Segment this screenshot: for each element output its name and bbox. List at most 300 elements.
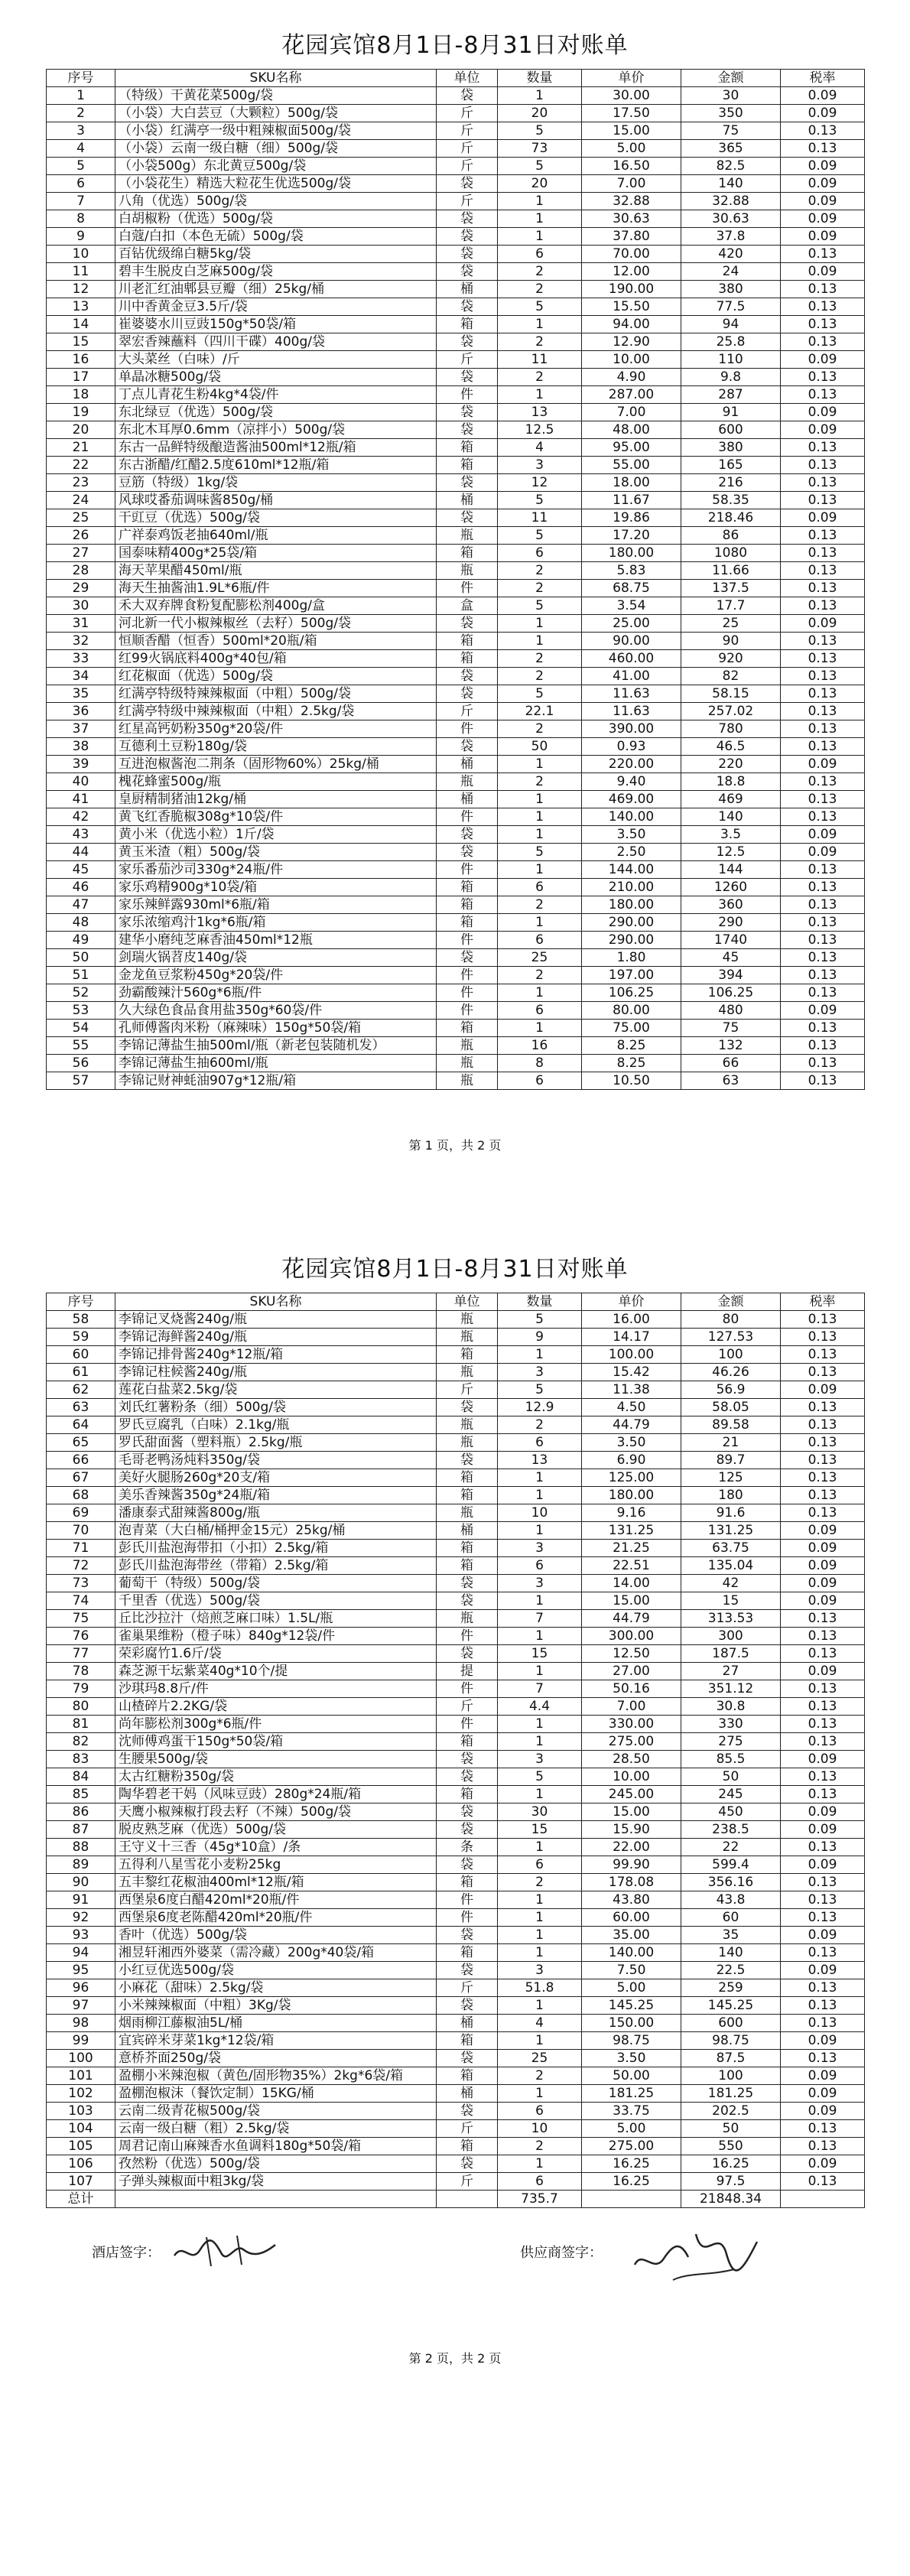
cell-tax-rate: 0.13 (781, 1716, 865, 1733)
cell-sku-name: 刘氏红薯粉条（细）500g/袋 (115, 1399, 437, 1416)
table-row (47, 1786, 865, 1804)
cell-sku-name: 海天苹果醋450ml/瓶 (115, 562, 437, 580)
cell-sku-name: 周君记南山麻辣香水鱼调料180g*50袋/箱 (115, 2138, 437, 2155)
cell-sku-name: 西堡泉6度白醋420ml*20瓶/件 (115, 1891, 437, 1909)
cell-tax-rate: 0.09 (781, 1381, 865, 1399)
cell-amount: 30.63 (681, 210, 781, 228)
cell-amount: 98.75 (681, 2032, 781, 2050)
cell-amount: 63 (681, 1072, 781, 1090)
cell-no: 100 (47, 2050, 115, 2067)
cell-tax-rate: 0.13 (781, 1469, 865, 1487)
cell-no: 10 (47, 246, 115, 263)
cell-sku-name: 红星高钙奶粉350g*20袋/件 (115, 720, 437, 738)
cell-no: 97 (47, 1997, 115, 2015)
cell-sku-name: 罗氏豆腐乳（白味）2.1kg/瓶 (115, 1416, 437, 1434)
cell-amount: 140 (681, 175, 781, 193)
table-row (47, 175, 865, 193)
cell-unit: 斤 (437, 193, 498, 210)
cell-sku-name: 东北木耳厚0.6mm（凉拌小）500g/袋 (115, 421, 437, 439)
table-row (47, 650, 865, 668)
cell-tax-rate: 0.09 (781, 1540, 865, 1557)
table-row (47, 1329, 865, 1346)
cell-no: 12 (47, 281, 115, 298)
cell-quantity: 1 (498, 1927, 582, 1944)
cell-quantity: 15 (498, 1821, 582, 1839)
cell-amount: 351.12 (681, 1680, 781, 1698)
cell-unit-price: 11.63 (582, 685, 681, 703)
cell-no: 47 (47, 896, 115, 914)
table-row (47, 1002, 865, 1020)
cell-quantity: 4 (498, 439, 582, 457)
cell-amount: 600 (681, 421, 781, 439)
table-row (47, 228, 865, 246)
table-row (47, 1072, 865, 1090)
cell-sku-name: 荣彩腐竹1.6斤/袋 (115, 1645, 437, 1663)
cell-quantity: 2 (498, 333, 582, 351)
header-sku-name: SKU名称 (115, 1293, 437, 1311)
cell-amount: 365 (681, 140, 781, 158)
cell-tax-rate: 0.09 (781, 421, 865, 439)
cell-unit-price: 390.00 (582, 720, 681, 738)
cell-sku-name: 湘昱轩湘西外婆菜（需冷藏）200g*40袋/箱 (115, 1944, 437, 1962)
cell-no: 50 (47, 949, 115, 967)
cell-tax-rate: 0.09 (781, 105, 865, 122)
cell-unit: 箱 (437, 545, 498, 562)
cell-no: 105 (47, 2138, 115, 2155)
cell-quantity: 5 (498, 597, 582, 615)
cell-unit: 袋 (437, 228, 498, 246)
cell-quantity: 3 (498, 457, 582, 474)
cell-sku-name: 久大绿色食品食用盐350g*60袋/件 (115, 1002, 437, 1020)
cell-unit-price: 17.20 (582, 527, 681, 545)
table-row (47, 1645, 865, 1663)
cell-sku-name: 剑瑞火锅苕皮140g/袋 (115, 949, 437, 967)
cell-tax-rate: 0.13 (781, 1452, 865, 1469)
table-header-row (47, 70, 865, 87)
cell-unit: 斤 (437, 1381, 498, 1399)
cell-unit: 箱 (437, 633, 498, 650)
cell-no: 1 (47, 87, 115, 105)
cell-tax-rate: 0.13 (781, 1504, 865, 1522)
cell-unit: 箱 (437, 1020, 498, 1037)
header-amount: 金额 (681, 1293, 781, 1311)
cell-no: 72 (47, 1557, 115, 1575)
page-1 (46, 31, 864, 1224)
cell-tax-rate: 0.09 (781, 826, 865, 844)
cell-sku-name: 海天生抽酱油1.9L*6瓶/件 (115, 580, 437, 597)
cell-quantity: 9 (498, 1329, 582, 1346)
table-row (47, 140, 865, 158)
cell-unit-price: 44.79 (582, 1416, 681, 1434)
cell-unit: 件 (437, 386, 498, 404)
table-row (47, 263, 865, 281)
cell-sku-name: 金龙鱼豆浆粉450g*20袋/件 (115, 967, 437, 984)
cell-unit-price: 18.00 (582, 474, 681, 492)
cell-tax-rate: 0.09 (781, 158, 865, 175)
table-row (47, 1020, 865, 1037)
cell-tax-rate: 0.13 (781, 703, 865, 720)
cell-amount: 77.5 (681, 298, 781, 316)
cell-unit: 袋 (437, 826, 498, 844)
cell-sku-name: 李锦记叉烧酱240g/瓶 (115, 1311, 437, 1329)
table-row (47, 281, 865, 298)
cell-unit-price: 145.25 (582, 1997, 681, 2015)
cell-tax-rate: 0.13 (781, 1072, 865, 1090)
cell-unit: 袋 (437, 1399, 498, 1416)
table-row (47, 685, 865, 703)
cell-tax-rate: 0.09 (781, 509, 865, 527)
cell-unit-price: 5.00 (582, 140, 681, 158)
cell-unit: 桶 (437, 2085, 498, 2103)
cell-unit-price: 7.50 (582, 1962, 681, 1979)
cell-unit-price: 469.00 (582, 791, 681, 808)
cell-no: 25 (47, 509, 115, 527)
cell-sku-name: 美好火腿肠260g*20支/箱 (115, 1469, 437, 1487)
cell-quantity: 3 (498, 1575, 582, 1592)
header-unit: 单位 (437, 70, 498, 87)
cell-amount: 58.05 (681, 1399, 781, 1416)
cell-sku-name: 川老汇红油郫县豆瓣（细）25kg/桶 (115, 281, 437, 298)
cell-tax-rate: 0.09 (781, 1962, 865, 1979)
cell-quantity: 2 (498, 668, 582, 685)
cell-no: 36 (47, 703, 115, 720)
cell-tax-rate: 0.13 (781, 1628, 865, 1645)
cell-sku-name: 家乐辣鲜露930ml*6瓶/箱 (115, 896, 437, 914)
cell-quantity: 1 (498, 861, 582, 879)
cell-amount: 27 (681, 1663, 781, 1680)
cell-amount: 50 (681, 1768, 781, 1786)
cell-unit: 箱 (437, 1786, 498, 1804)
cell-quantity: 8 (498, 1055, 582, 1072)
cell-quantity: 2 (498, 1874, 582, 1891)
cell-tax-rate: 0.13 (781, 1909, 865, 1927)
cell-sku-name: 罗氏甜面酱（塑料瓶）2.5kg/瓶 (115, 1434, 437, 1452)
cell-unit: 瓶 (437, 1329, 498, 1346)
cell-sku-name: 碧丰生脱皮白芝麻500g/袋 (115, 263, 437, 281)
cell-tax-rate: 0.13 (781, 1645, 865, 1663)
cell-unit: 件 (437, 932, 498, 949)
cell-amount: 469 (681, 791, 781, 808)
cell-quantity: 10 (498, 1504, 582, 1522)
cell-tax-rate: 0.09 (781, 351, 865, 369)
table-row (47, 1055, 865, 1072)
table-row (47, 1416, 865, 1434)
cell-sku-name: 风球哎番茄调味酱850g/桶 (115, 492, 437, 509)
cell-tax-rate: 0.13 (781, 1979, 865, 1997)
cell-tax-rate: 0.13 (781, 439, 865, 457)
table-row (47, 1522, 865, 1540)
cell-unit: 瓶 (437, 1434, 498, 1452)
cell-unit-price: 7.00 (582, 175, 681, 193)
cell-tax-rate: 0.13 (781, 492, 865, 509)
cell-amount: 100 (681, 2067, 781, 2085)
table-row (47, 439, 865, 457)
cell-unit: 袋 (437, 1751, 498, 1768)
cell-sku-name: 东古一品鲜特级酿造酱油500ml*12瓶/箱 (115, 439, 437, 457)
cell-unit-price: 10.50 (582, 1072, 681, 1090)
cell-unit-price: 90.00 (582, 633, 681, 650)
cell-no: 57 (47, 1072, 115, 1090)
cell-no: 76 (47, 1628, 115, 1645)
cell-sku-name: 红满亭特级特辣辣椒面（中粗）500g/袋 (115, 685, 437, 703)
cell-unit-price: 180.00 (582, 1487, 681, 1504)
cell-unit-price: 11.63 (582, 703, 681, 720)
cell-tax-rate: 0.09 (781, 210, 865, 228)
cell-amount: 89.7 (681, 1452, 781, 1469)
cell-unit: 斤 (437, 2120, 498, 2138)
cell-sku-name: 禾大双弃牌食粉复配膨松剂400g/盒 (115, 597, 437, 615)
statement-title: 花园宾馆8月1日-8月31日对账单 (281, 1256, 629, 1283)
cell-no: 33 (47, 650, 115, 668)
cell-no: 27 (47, 545, 115, 562)
table-row (47, 404, 865, 421)
cell-quantity: 1 (498, 87, 582, 105)
cell-unit-price: 60.00 (582, 1909, 681, 1927)
cell-unit: 袋 (437, 87, 498, 105)
cell-sku-name: 脱皮熟芝麻（优选）500g/袋 (115, 1821, 437, 1839)
cell-quantity: 1 (498, 914, 582, 932)
cell-sku-name: 河北新一代小椒辣椒丝（去籽）500g/袋 (115, 615, 437, 633)
cell-sku-name: 单晶冰糖500g/袋 (115, 369, 437, 386)
cell-unit: 件 (437, 967, 498, 984)
cell-unit-price: 0.93 (582, 738, 681, 756)
cell-no: 62 (47, 1381, 115, 1399)
cell-unit: 瓶 (437, 1311, 498, 1329)
cell-tax-rate: 0.09 (781, 1804, 865, 1821)
header-unit-price: 单价 (582, 70, 681, 87)
total-empty-cell (781, 2191, 865, 2208)
cell-tax-rate: 0.13 (781, 1399, 865, 1416)
cell-quantity: 4.4 (498, 1698, 582, 1716)
cell-unit: 箱 (437, 2067, 498, 2085)
hotel-signature-label: 酒店签字： (92, 2245, 161, 2261)
cell-tax-rate: 0.09 (781, 1522, 865, 1540)
cell-tax-rate: 0.09 (781, 1751, 865, 1768)
table-row (47, 984, 865, 1002)
cell-sku-name: （小袋）红满亭一级中粗辣椒面500g/袋 (115, 122, 437, 140)
cell-unit-price: 10.00 (582, 351, 681, 369)
cell-quantity: 2 (498, 580, 582, 597)
cell-sku-name: 白蔻/白扣（本色无硫）500g/袋 (115, 228, 437, 246)
total-label: 总计 (47, 2191, 115, 2208)
cell-unit: 袋 (437, 474, 498, 492)
cell-unit-price: 300.00 (582, 1628, 681, 1645)
cell-tax-rate: 0.13 (781, 1311, 865, 1329)
statement-title: 花园宾馆8月1日-8月31日对账单 (281, 32, 629, 59)
cell-unit: 袋 (437, 949, 498, 967)
cell-unit: 袋 (437, 421, 498, 439)
cell-sku-name: 翠宏香辣蘸料（四川干碟）400g/袋 (115, 333, 437, 351)
cell-tax-rate: 0.13 (781, 896, 865, 914)
cell-quantity: 1 (498, 756, 582, 773)
cell-quantity: 1 (498, 1891, 582, 1909)
table-row (47, 333, 865, 351)
table-row (47, 773, 865, 791)
cell-tax-rate: 0.13 (781, 1487, 865, 1504)
table-row (47, 298, 865, 316)
header-tax-rate: 税率 (781, 70, 865, 87)
cell-unit-price: 33.75 (582, 2103, 681, 2120)
cell-unit: 瓶 (437, 527, 498, 545)
cell-amount: 58.35 (681, 492, 781, 509)
cell-tax-rate: 0.09 (781, 1575, 865, 1592)
cell-amount: 32.88 (681, 193, 781, 210)
cell-sku-name: 李锦记柱候酱240g/瓶 (115, 1364, 437, 1381)
cell-amount: 12.5 (681, 844, 781, 861)
cell-unit-price: 245.00 (582, 1786, 681, 1804)
cell-unit: 袋 (437, 1575, 498, 1592)
table-row (47, 1311, 865, 1329)
cell-unit-price: 3.50 (582, 826, 681, 844)
cell-unit-price: 14.00 (582, 1575, 681, 1592)
cell-sku-name: 大头菜丝（白味）/斤 (115, 351, 437, 369)
cell-unit-price: 30.00 (582, 87, 681, 105)
cell-tax-rate: 0.13 (781, 773, 865, 791)
cell-amount: 140 (681, 808, 781, 826)
cell-quantity: 6 (498, 1002, 582, 1020)
cell-unit-price: 12.90 (582, 333, 681, 351)
cell-quantity: 20 (498, 175, 582, 193)
cell-sku-name: 莲花白盐菜2.5kg/袋 (115, 1381, 437, 1399)
cell-unit: 箱 (437, 2138, 498, 2155)
cell-sku-name: 沙琪玛8.8斤/件 (115, 1680, 437, 1698)
cell-no: 66 (47, 1452, 115, 1469)
cell-sku-name: （小袋500g）东北黄豆500g/袋 (115, 158, 437, 175)
cell-sku-name: 川中香黄金豆3.5斤/袋 (115, 298, 437, 316)
cell-quantity: 6 (498, 1856, 582, 1874)
table-row (47, 1434, 865, 1452)
cell-no: 22 (47, 457, 115, 474)
cell-tax-rate: 0.13 (781, 122, 865, 140)
cell-no: 83 (47, 1751, 115, 1768)
cell-quantity: 1 (498, 615, 582, 633)
cell-tax-rate: 0.13 (781, 1329, 865, 1346)
cell-amount: 300 (681, 1628, 781, 1645)
cell-tax-rate: 0.13 (781, 474, 865, 492)
cell-unit: 袋 (437, 1592, 498, 1610)
cell-no: 15 (47, 333, 115, 351)
table-row (47, 1751, 865, 1768)
cell-unit: 斤 (437, 2173, 498, 2191)
cell-amount: 80 (681, 1311, 781, 1329)
table-row (47, 1839, 865, 1856)
cell-quantity: 1 (498, 808, 582, 826)
cell-amount: 140 (681, 1944, 781, 1962)
cell-unit-price: 275.00 (582, 1733, 681, 1751)
cell-unit: 桶 (437, 791, 498, 808)
table-row (47, 668, 865, 685)
table-row (47, 1997, 865, 2015)
cell-no: 74 (47, 1592, 115, 1610)
cell-no: 104 (47, 2120, 115, 2138)
cell-unit-price: 290.00 (582, 914, 681, 932)
cell-unit-price: 16.50 (582, 158, 681, 175)
cell-quantity: 3 (498, 1540, 582, 1557)
table-row (47, 474, 865, 492)
cell-sku-name: 尚年膨松剂300g*6瓶/件 (115, 1716, 437, 1733)
cell-quantity: 1 (498, 1786, 582, 1804)
cell-amount: 220 (681, 756, 781, 773)
cell-quantity: 1 (498, 1733, 582, 1751)
cell-unit-price: 75.00 (582, 1020, 681, 1037)
cell-amount: 287 (681, 386, 781, 404)
cell-unit: 袋 (437, 668, 498, 685)
cell-sku-name: 香叶（优选）500g/袋 (115, 1927, 437, 1944)
cell-quantity: 25 (498, 949, 582, 967)
cell-tax-rate: 0.13 (781, 685, 865, 703)
cell-sku-name: （小袋）云南一级白糖（细）500g/袋 (115, 140, 437, 158)
cell-amount: 85.5 (681, 1751, 781, 1768)
cell-amount: 21 (681, 1434, 781, 1452)
cell-tax-rate: 0.13 (781, 967, 865, 984)
cell-quantity: 13 (498, 404, 582, 421)
cell-amount: 82 (681, 668, 781, 685)
cell-unit: 瓶 (437, 1416, 498, 1434)
cell-quantity: 2 (498, 967, 582, 984)
page-footer: 第 1 页，共 2 页 (408, 1138, 502, 1153)
cell-tax-rate: 0.09 (781, 844, 865, 861)
cell-amount: 97.5 (681, 2173, 781, 2191)
cell-tax-rate: 0.13 (781, 1364, 865, 1381)
cell-amount: 330 (681, 1716, 781, 1733)
cell-unit-price: 2.50 (582, 844, 681, 861)
cell-tax-rate: 0.13 (781, 984, 865, 1002)
cell-no: 42 (47, 808, 115, 826)
cell-unit-price: 48.00 (582, 421, 681, 439)
cell-unit-price: 6.90 (582, 1452, 681, 1469)
cell-quantity: 2 (498, 281, 582, 298)
table-row (47, 1733, 865, 1751)
cell-no: 107 (47, 2173, 115, 2191)
cell-no: 37 (47, 720, 115, 738)
table-row (47, 1874, 865, 1891)
table-row (47, 1663, 865, 1680)
cell-unit: 箱 (437, 1944, 498, 1962)
cell-unit-price: 106.25 (582, 984, 681, 1002)
cell-tax-rate: 0.13 (781, 1020, 865, 1037)
total-empty-cell (437, 2191, 498, 2208)
table-row (47, 2155, 865, 2173)
cell-sku-name: （特级）干黄花菜500g/袋 (115, 87, 437, 105)
cell-quantity: 11 (498, 351, 582, 369)
cell-unit: 箱 (437, 316, 498, 333)
cell-tax-rate: 0.13 (781, 527, 865, 545)
cell-sku-name: 干豇豆（优选）500g/袋 (115, 509, 437, 527)
cell-amount: 1080 (681, 545, 781, 562)
cell-tax-rate: 0.09 (781, 87, 865, 105)
cell-amount: 66 (681, 1055, 781, 1072)
cell-unit: 件 (437, 580, 498, 597)
cell-amount: 87.5 (681, 2050, 781, 2067)
cell-unit-price: 15.90 (582, 1821, 681, 1839)
cell-unit: 桶 (437, 756, 498, 773)
cell-no: 32 (47, 633, 115, 650)
cell-amount: 30 (681, 87, 781, 105)
cell-unit-price: 140.00 (582, 808, 681, 826)
cell-amount: 46.26 (681, 1364, 781, 1381)
cell-sku-name: 家乐鸡精900g*10袋/箱 (115, 879, 437, 896)
cell-no: 58 (47, 1311, 115, 1329)
cell-tax-rate: 0.13 (781, 2015, 865, 2032)
table-row (47, 597, 865, 615)
cell-tax-rate: 0.09 (781, 263, 865, 281)
cell-sku-name: 家乐浓缩鸡汁1kg*6瓶/箱 (115, 914, 437, 932)
cell-no: 49 (47, 932, 115, 949)
cell-unit: 斤 (437, 105, 498, 122)
cell-no: 71 (47, 1540, 115, 1557)
cell-unit: 袋 (437, 298, 498, 316)
total-quantity: 735.7 (498, 2191, 582, 2208)
